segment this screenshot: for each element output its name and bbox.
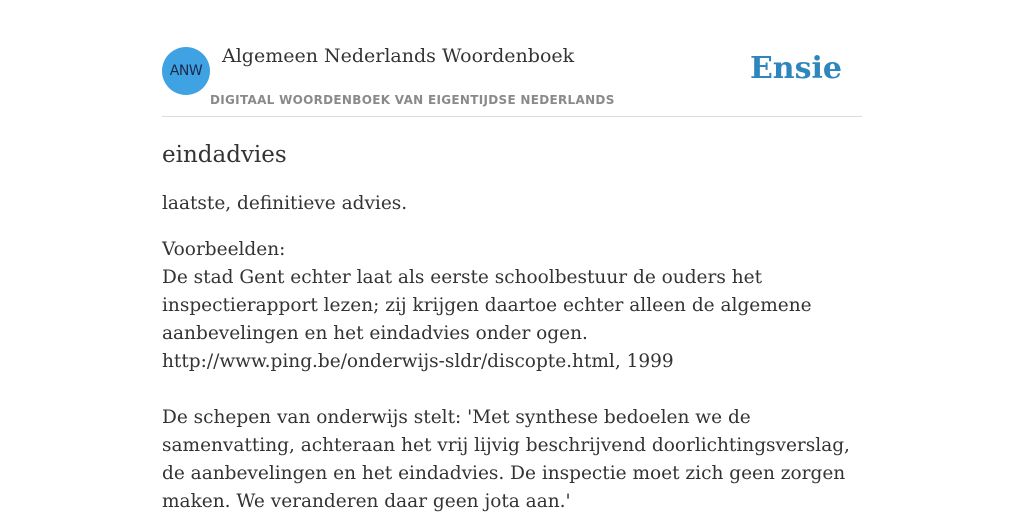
logo-text: ANW (169, 63, 203, 79)
entry-definition: laatste, definitieve advies. (162, 193, 408, 214)
example-source: http://www.ping.be/onderwijs-sldr/discopte.html, 1999 (162, 351, 674, 372)
examples-section (162, 236, 862, 512)
anw-logo[interactable] (162, 47, 210, 95)
examples-label: Voorbeelden: (162, 239, 286, 260)
entry-content (162, 136, 862, 512)
entry-headword: eindadvies (162, 142, 287, 168)
site-subtitle: DIGITAAL WOORDENBOEK VAN EIGENTIJDSE NEDERLANDS (210, 93, 615, 107)
site-header (162, 0, 862, 117)
ensie-logo[interactable]: Ensie (749, 51, 842, 86)
example-text: De stad Gent echter laat als eerste schoolbestuur de ouders het inspectierapport lezen; zij krijgen daartoe echter alleen de algemene aanbevelingen en het eindadvies onder ogen. (162, 267, 812, 344)
example-spacer (162, 376, 862, 404)
site-title[interactable]: Algemeen Nederlands Woordenboek (222, 45, 575, 67)
example-text: De schepen van onderwijs stelt: 'Met synthese bedoelen we de samenvatting, achteraan het vrij lijvig beschrijvend doorlichtingsverslag, de aanbevelingen en het eindadvies. De inspectie moet zich geen zorgen maken. We veranderen daar geen jota aan.' (162, 407, 850, 512)
